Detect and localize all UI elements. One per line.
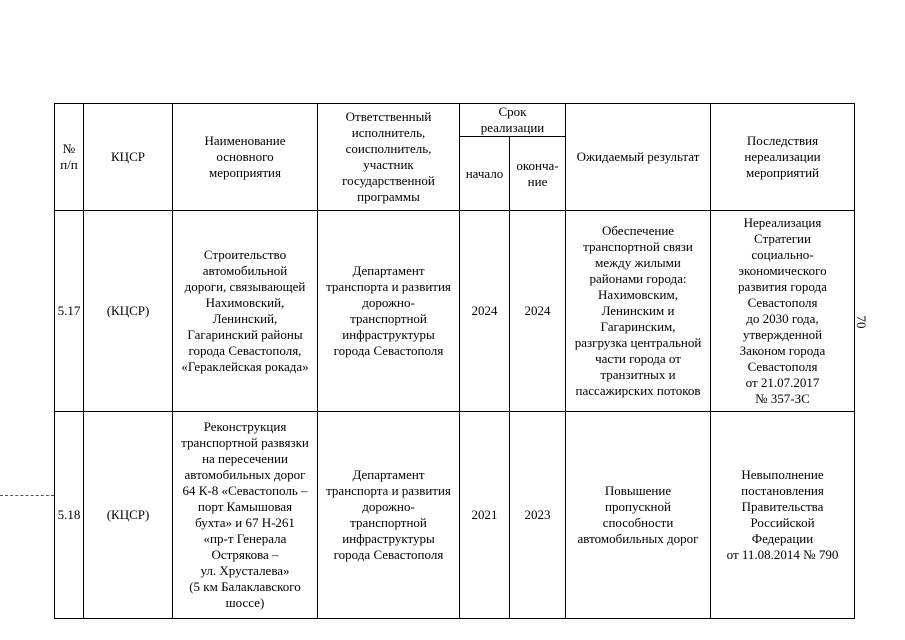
row-kcsr: (КЦСР) xyxy=(84,412,173,619)
table-row xyxy=(55,412,855,619)
row-end: 2024 xyxy=(510,211,566,412)
program-measures-table xyxy=(54,103,855,619)
row-consequences: Невыполнение постановления Правительства Российской Федерации от 11.08.2014 № 790 xyxy=(711,412,855,619)
header-name: Наименование основного мероприятия xyxy=(173,104,318,211)
header-start: начало xyxy=(460,137,510,211)
row-start: 2024 xyxy=(460,211,510,412)
row-responsible: Департамент транспорта и развития дорожно- транспортной инфраструктуры города Севастополя xyxy=(318,412,460,619)
row-num: 5.17 xyxy=(55,211,84,412)
row-kcsr: (КЦСР) xyxy=(84,211,173,412)
row-result: Обеспечение транспортной связи между жилыми районами города: Нахимовским, Ленинским и Гагаринским, разгрузка центральной части города от транзитных и пассажирских потоков xyxy=(566,211,711,412)
row-name: Строительство автомобильной дороги, связывающей Нахимовский, Ленинский, Гагаринский районы города Севастополя, «Гераклейская рокада» xyxy=(173,211,318,412)
margin-fold-mark xyxy=(0,495,54,496)
row-name: Реконструкция транспортной развязки на пересечении автомобильных дорог 64 К-8 «Севастополь – порт Камышовая бухта» и 67 Н-261 «пр-т Генерала Острякова – ул. Хрусталева» (5 км Балаклавского шоссе) xyxy=(173,412,318,619)
row-end: 2023 xyxy=(510,412,566,619)
table-row xyxy=(55,211,855,412)
header-kcsr: КЦСР xyxy=(84,104,173,211)
header-num: № п/п xyxy=(55,104,84,211)
header-term: Срок реализации xyxy=(460,104,566,137)
page-number: 70 xyxy=(854,315,869,329)
header-row-top xyxy=(55,104,855,137)
row-responsible: Департамент транспорта и развития дорожно- транспортной инфраструктуры города Севастополя xyxy=(318,211,460,412)
header-end: оконча- ние xyxy=(510,137,566,211)
row-consequences: Нереализация Стратегии социально- экономического развития города Севастополя до 2030 года, утвержденной Законом города Севастополя от 21.07.2017 № 357-ЗС xyxy=(711,211,855,412)
row-result: Повышение пропускной способности автомобильных дорог xyxy=(566,412,711,619)
row-num: 5.18 xyxy=(55,412,84,619)
header-consequences: Последствия нереализации мероприятий xyxy=(711,104,855,211)
row-start: 2021 xyxy=(460,412,510,619)
header-result: Ожидаемый результат xyxy=(566,104,711,211)
header-responsible: Ответственный исполнитель, соисполнитель, участник государственной программы xyxy=(318,104,460,211)
